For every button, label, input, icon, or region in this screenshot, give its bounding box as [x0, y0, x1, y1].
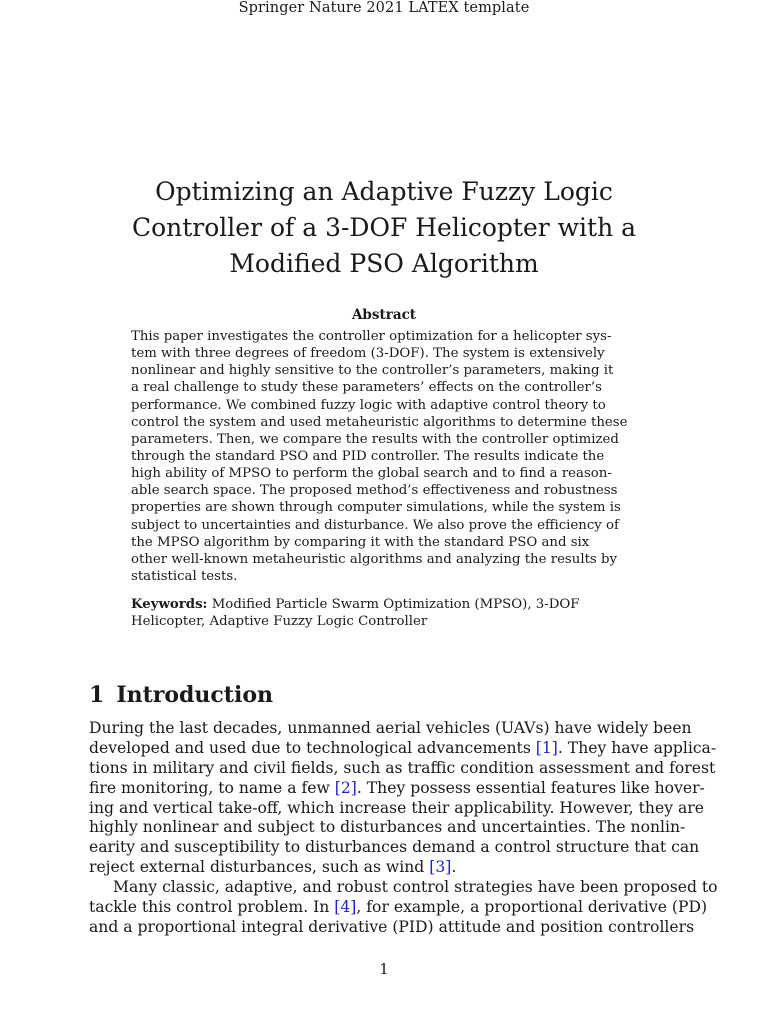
body-line: Many classic, adaptive, and robust control strategies have been proposed to: [113, 878, 718, 897]
abstract-line: properties are shown through computer simulations, while the system is: [131, 500, 621, 516]
body-line: During the last decades, unmanned aerial vehicles (UAVs) have widely been: [89, 719, 692, 737]
abstract-line: the MPSO algorithm by comparing it with the standard PSO and six: [131, 534, 590, 550]
body-line: [89, 778, 705, 799]
keywords: [131, 596, 637, 630]
body-line: [89, 738, 717, 759]
body-line: [89, 858, 679, 878]
citation-link[interactable]: [4]: [334, 898, 357, 917]
body-line: tions in military and civil fields, such as traffic condition assessment and forest: [89, 758, 716, 777]
body-line: [89, 898, 708, 918]
title-line: Controller of a 3-DOF Helicopter with a: [131, 213, 637, 242]
section-title: Introduction: [116, 682, 273, 708]
abstract-line: control the system and used metaheuristic algorithms to determine these: [131, 414, 628, 430]
body-text-span: , for example, a proportional derivative (PD): [356, 898, 708, 917]
keywords-line: [131, 596, 637, 613]
abstract-line: tem with three degrees of freedom (3-DOF). The system is extensively: [131, 346, 605, 362]
abstract-line: parameters. Then, we compare the results with the controller optimized: [131, 431, 619, 447]
keywords-label: Keywords:: [131, 597, 208, 612]
abstract-body: [131, 328, 637, 585]
body-line: earity and susceptibility to disturbances demand a control structure that can: [89, 838, 700, 857]
body-text-span: .: [451, 858, 457, 877]
keywords-line: Helicopter, Adaptive Fuzzy Logic Controller: [131, 614, 428, 630]
abstract-line: able search space. The proposed method’s effectiveness and robustness: [131, 483, 618, 499]
body-text-span: . They have applica-: [557, 738, 717, 757]
body-line: ing and vertical take-off, which increase their applicability. However, they are: [89, 798, 704, 817]
section-heading-introduction: [89, 680, 273, 710]
running-header: Springer Nature 2021 LATEX template: [238, 0, 530, 16]
abstract-line: statistical tests.: [131, 568, 238, 584]
citation-link[interactable]: [2]: [334, 778, 357, 797]
abstract-line: high ability of MPSO to perform the global search and to find a reason-: [131, 466, 612, 482]
body-line: and a proportional integral derivative (PID) attitude and position controllers: [89, 917, 695, 936]
abstract-line: subject to uncertainties and disturbance. We also prove the efficiency of: [131, 517, 619, 533]
abstract-line: through the standard PSO and PID controller. The results indicate the: [131, 448, 605, 464]
keywords-text: Modified Particle Swarm Optimization (MPSO), 3-DOF: [207, 597, 580, 612]
citation-link[interactable]: [3]: [429, 858, 452, 877]
title-line: Modified PSO Algorithm: [229, 249, 539, 278]
abstract-line: other well-known metaheuristic algorithms and analyzing the results by: [131, 551, 617, 567]
body-text-span: fire monitoring, to name a few: [89, 778, 335, 797]
title-line: Optimizing an Adaptive Fuzzy Logic: [155, 177, 613, 206]
paper-title: [60, 174, 708, 282]
citation-link[interactable]: [1]: [535, 738, 558, 757]
body-text: [89, 719, 718, 938]
body-text-span: developed and used due to technological advancements: [89, 738, 536, 757]
abstract-line: nonlinear and highly sensitive to the controller’s parameters, making it: [131, 363, 614, 379]
section-number: 1: [89, 682, 105, 708]
abstract-heading: Abstract: [351, 307, 417, 323]
body-line: highly nonlinear and subject to disturbances and uncertainties. The nonlin-: [89, 818, 686, 837]
abstract-line: performance. We combined fuzzy logic with adaptive control theory to: [131, 397, 606, 413]
body-text-span: reject external disturbances, such as wind: [89, 858, 430, 877]
body-text-span: tackle this control problem. In: [89, 898, 335, 917]
body-text-span: . They possess essential features like hover-: [356, 778, 705, 797]
abstract-line: This paper investigates the controller optimization for a helicopter sys-: [131, 329, 612, 344]
abstract-line: a real challenge to study these parameters’ effects on the controller’s: [131, 380, 602, 396]
page-number: 1: [379, 960, 389, 978]
